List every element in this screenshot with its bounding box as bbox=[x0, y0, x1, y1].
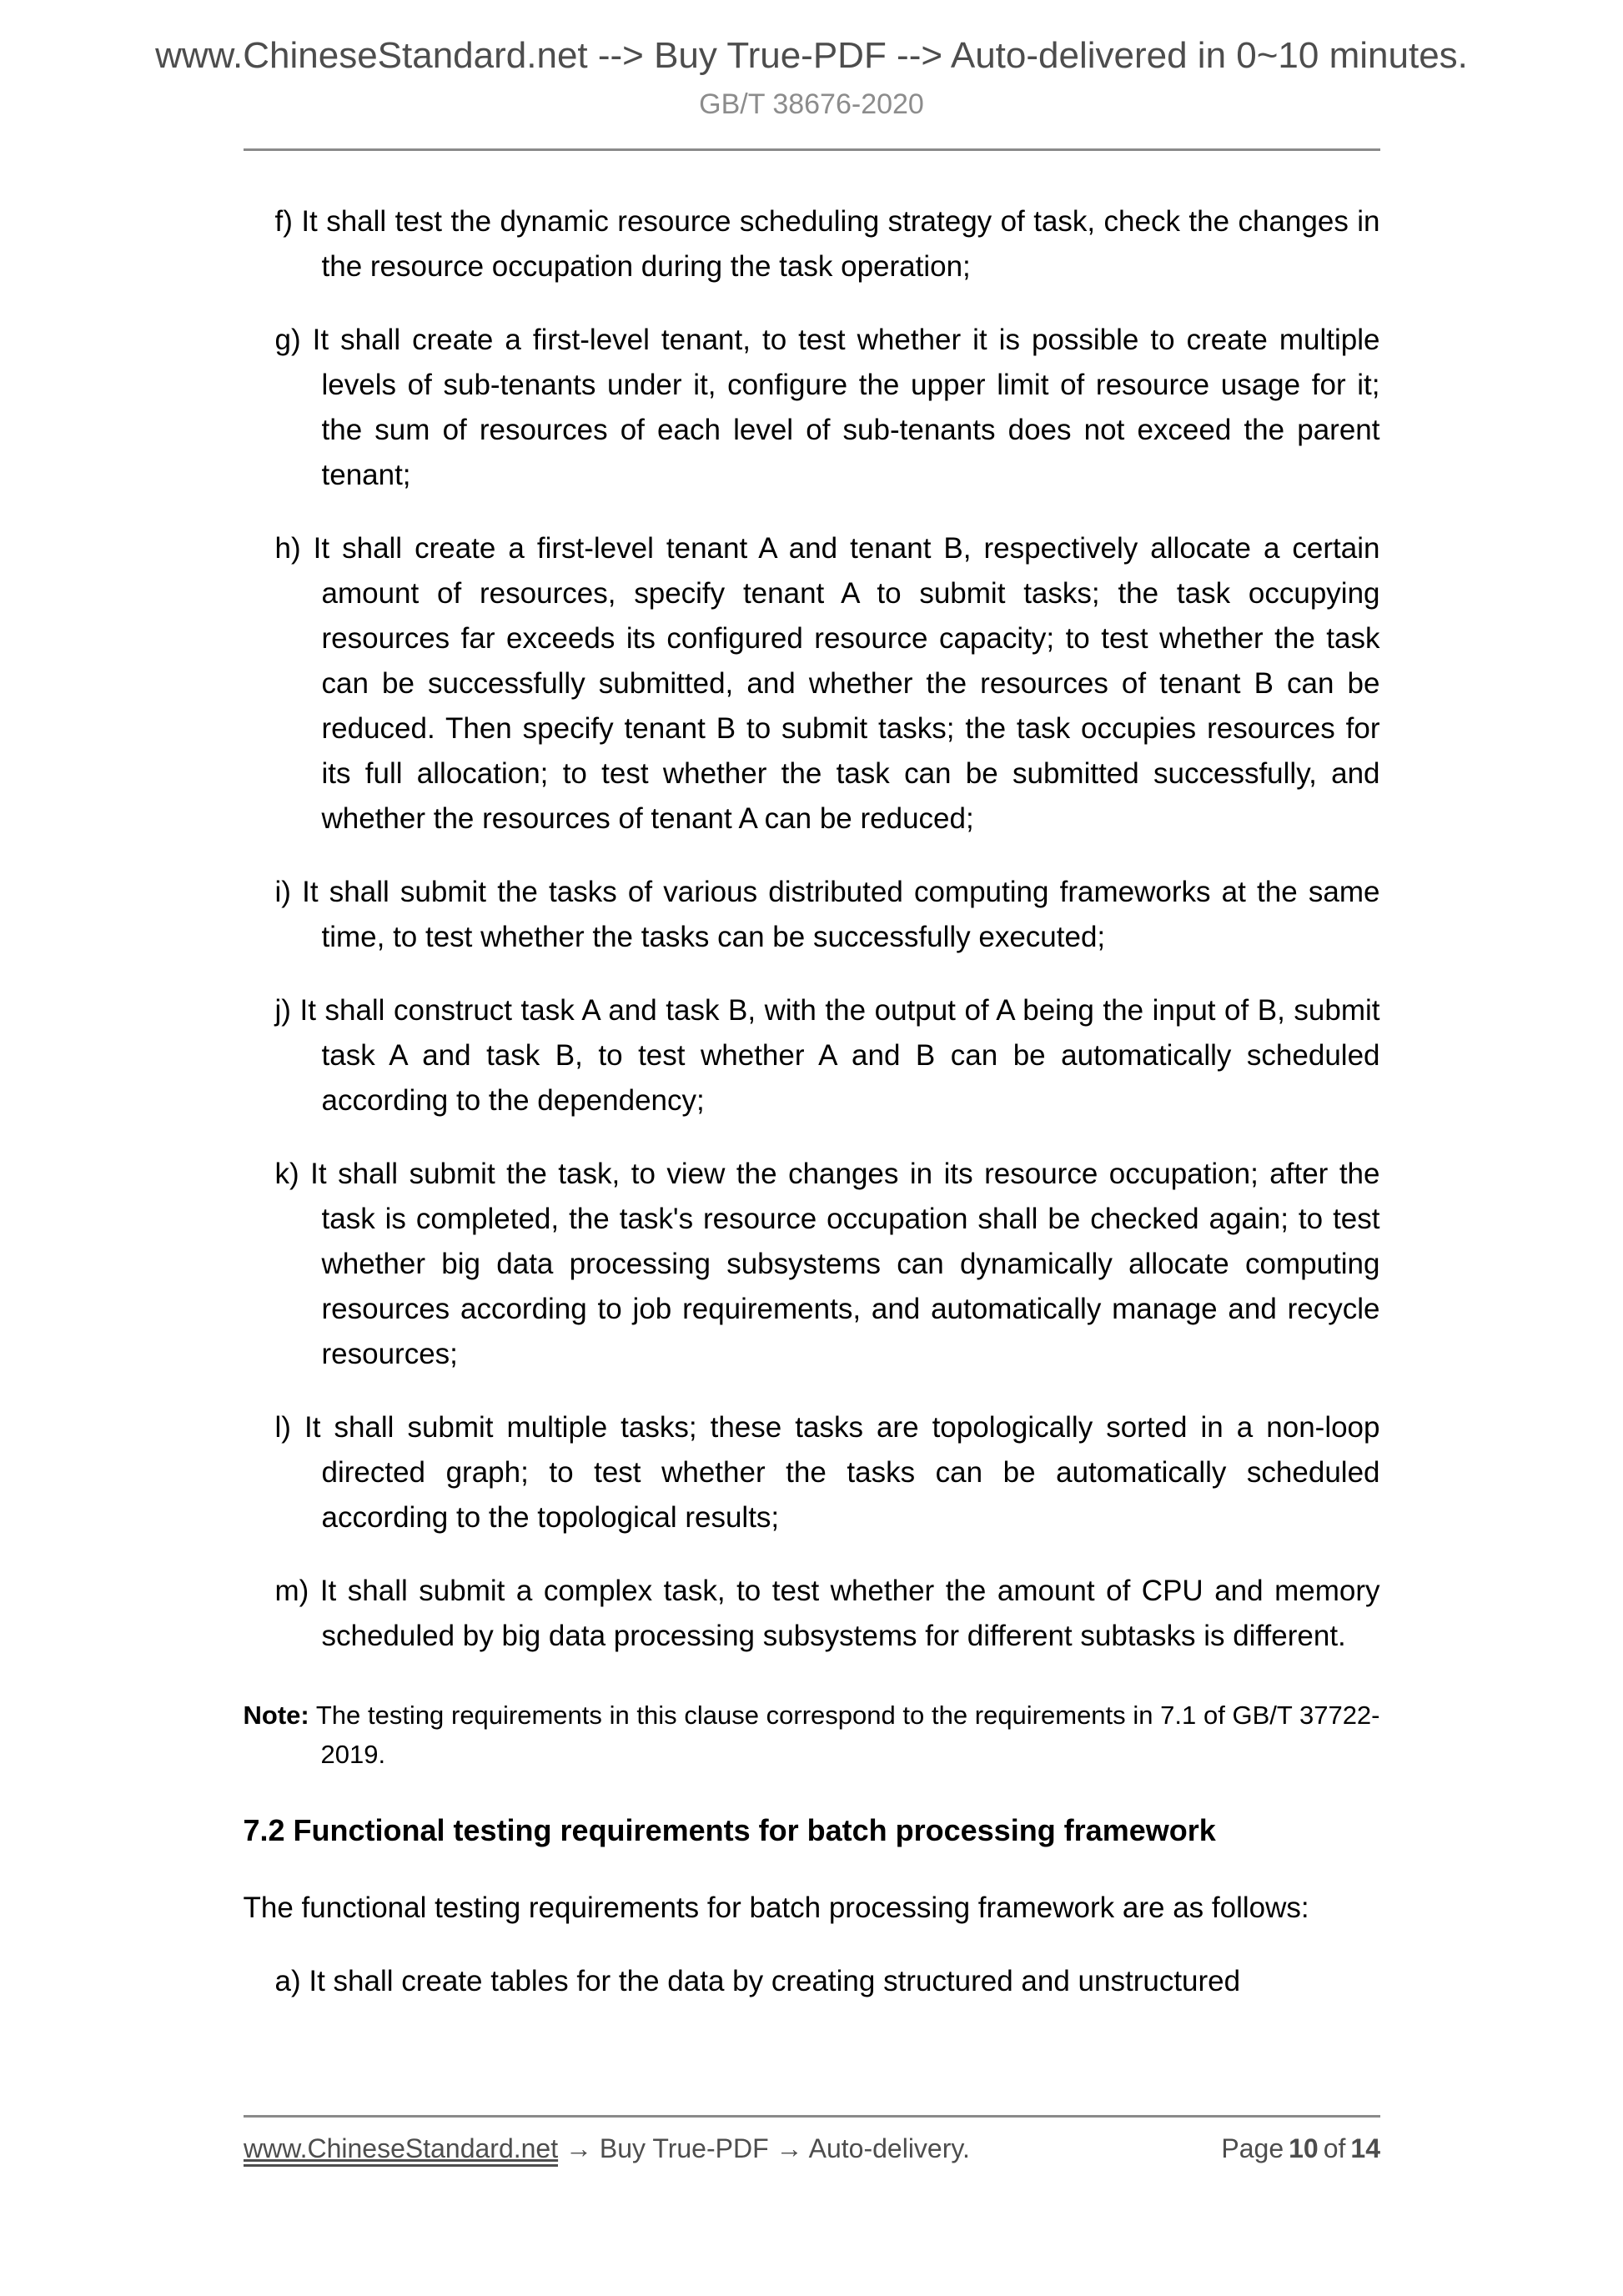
list-item-l bbox=[275, 1405, 1380, 1540]
footer-site-link[interactable]: www.ChineseStandard.net bbox=[244, 2133, 558, 2167]
page-total: 14 bbox=[1350, 2133, 1380, 2163]
intro-paragraph: The functional testing requirements for batch processing framework are as follows: bbox=[243, 1892, 1309, 1924]
item-text: It shall create tables for the data by creating structured and unstructured bbox=[309, 1965, 1241, 1997]
list-item-k bbox=[275, 1152, 1380, 1377]
item-text: It shall construct task A and task B, with the output of A being the input of B, submit task A and task B, to test whether A and B can be automatically scheduled according to the dependency; bbox=[299, 994, 1380, 1117]
item-label: k) bbox=[274, 1158, 299, 1190]
footer-left bbox=[244, 2132, 970, 2165]
item-label: l) bbox=[274, 1411, 291, 1444]
note-label: Note: bbox=[243, 1701, 309, 1730]
list-item-a bbox=[275, 1959, 1380, 2004]
item-label: j) bbox=[274, 994, 291, 1027]
footer-delivery-text: → Buy True-PDF → Auto-delivery. bbox=[565, 2133, 970, 2163]
note-text: The testing requirements in this clause correspond to the requirements in 7.1 of GB/T 37722-2019. bbox=[315, 1701, 1380, 1769]
document-number: GB/T 38676-2020 bbox=[699, 88, 924, 120]
header-banner: www.ChineseStandard.net --> Buy True-PDF --> Auto-delivered in 0~10 minutes. bbox=[155, 35, 1468, 76]
item-label: i) bbox=[274, 876, 291, 908]
item-text: It shall submit the task, to view the changes in its resource occupation; after the task is completed, the task's resource occupation shall be checked again; to test whether big data processing subsystems can dynamically allocate computing resources according to job requirements, and automatically manage and recycle resources; bbox=[310, 1158, 1380, 1370]
list-item-m bbox=[275, 1569, 1380, 1659]
item-label: h) bbox=[274, 532, 301, 565]
note-paragraph bbox=[244, 1696, 1380, 1774]
item-text: It shall submit the tasks of various distributed computing frameworks at the same time, to test whether the tasks can be successfully executed; bbox=[302, 876, 1380, 953]
item-label: m) bbox=[274, 1575, 309, 1607]
of-label: of bbox=[1323, 2133, 1346, 2163]
page-footer bbox=[244, 2132, 1380, 2165]
page-label: Page bbox=[1221, 2133, 1284, 2163]
item-text: It shall submit multiple tasks; these tasks are topologically sorted in a non-loop directed graph; to test whether the tasks can be automatically scheduled according to the topological results; bbox=[304, 1411, 1380, 1534]
list-item-f bbox=[275, 199, 1380, 289]
list-item-i bbox=[275, 870, 1380, 960]
page-current: 10 bbox=[1289, 2133, 1319, 2163]
section-heading: 7.2 Functional testing requirements for batch processing framework bbox=[243, 1813, 1216, 1847]
item-label: f) bbox=[274, 205, 293, 238]
document-body bbox=[244, 199, 1380, 2004]
item-text: It shall create a first-level tenant, to test whether it is possible to create multiple levels of sub-tenants under it, configure the upper limit of resource usage for it; the sum of resources of each level of sub-tenants does not exceed the parent tenant; bbox=[312, 324, 1380, 491]
page-indicator bbox=[1216, 2132, 1380, 2165]
list-item-h bbox=[275, 526, 1380, 842]
header-divider bbox=[244, 148, 1380, 151]
item-text: It shall test the dynamic resource scheduling strategy of task, check the changes in the resource occupation during the task operation; bbox=[301, 205, 1380, 283]
list-item-g bbox=[275, 318, 1380, 498]
list-item-j bbox=[275, 988, 1380, 1123]
item-label: a) bbox=[274, 1965, 301, 1997]
item-text: It shall submit a complex task, to test whether the amount of CPU and memory scheduled by big data processing subsystems for different subtasks is different. bbox=[319, 1575, 1380, 1652]
item-label: g) bbox=[274, 324, 301, 356]
footer-divider bbox=[244, 2115, 1380, 2118]
item-text: It shall create a first-level tenant A and tenant B, respectively allocate a certain amount of resources, specify tenant A to submit tasks; the task occupying resources far exceeds its configured resource capacity; to test whether the task can be successfully submitted, and whether the resources of tenant B can be reduced. Then specify tenant B to submit tasks; the task occupies resources for its full allocation; to test whether the task can be submitted successfully, and whether the resources of tenant A can be reduced; bbox=[313, 532, 1380, 835]
